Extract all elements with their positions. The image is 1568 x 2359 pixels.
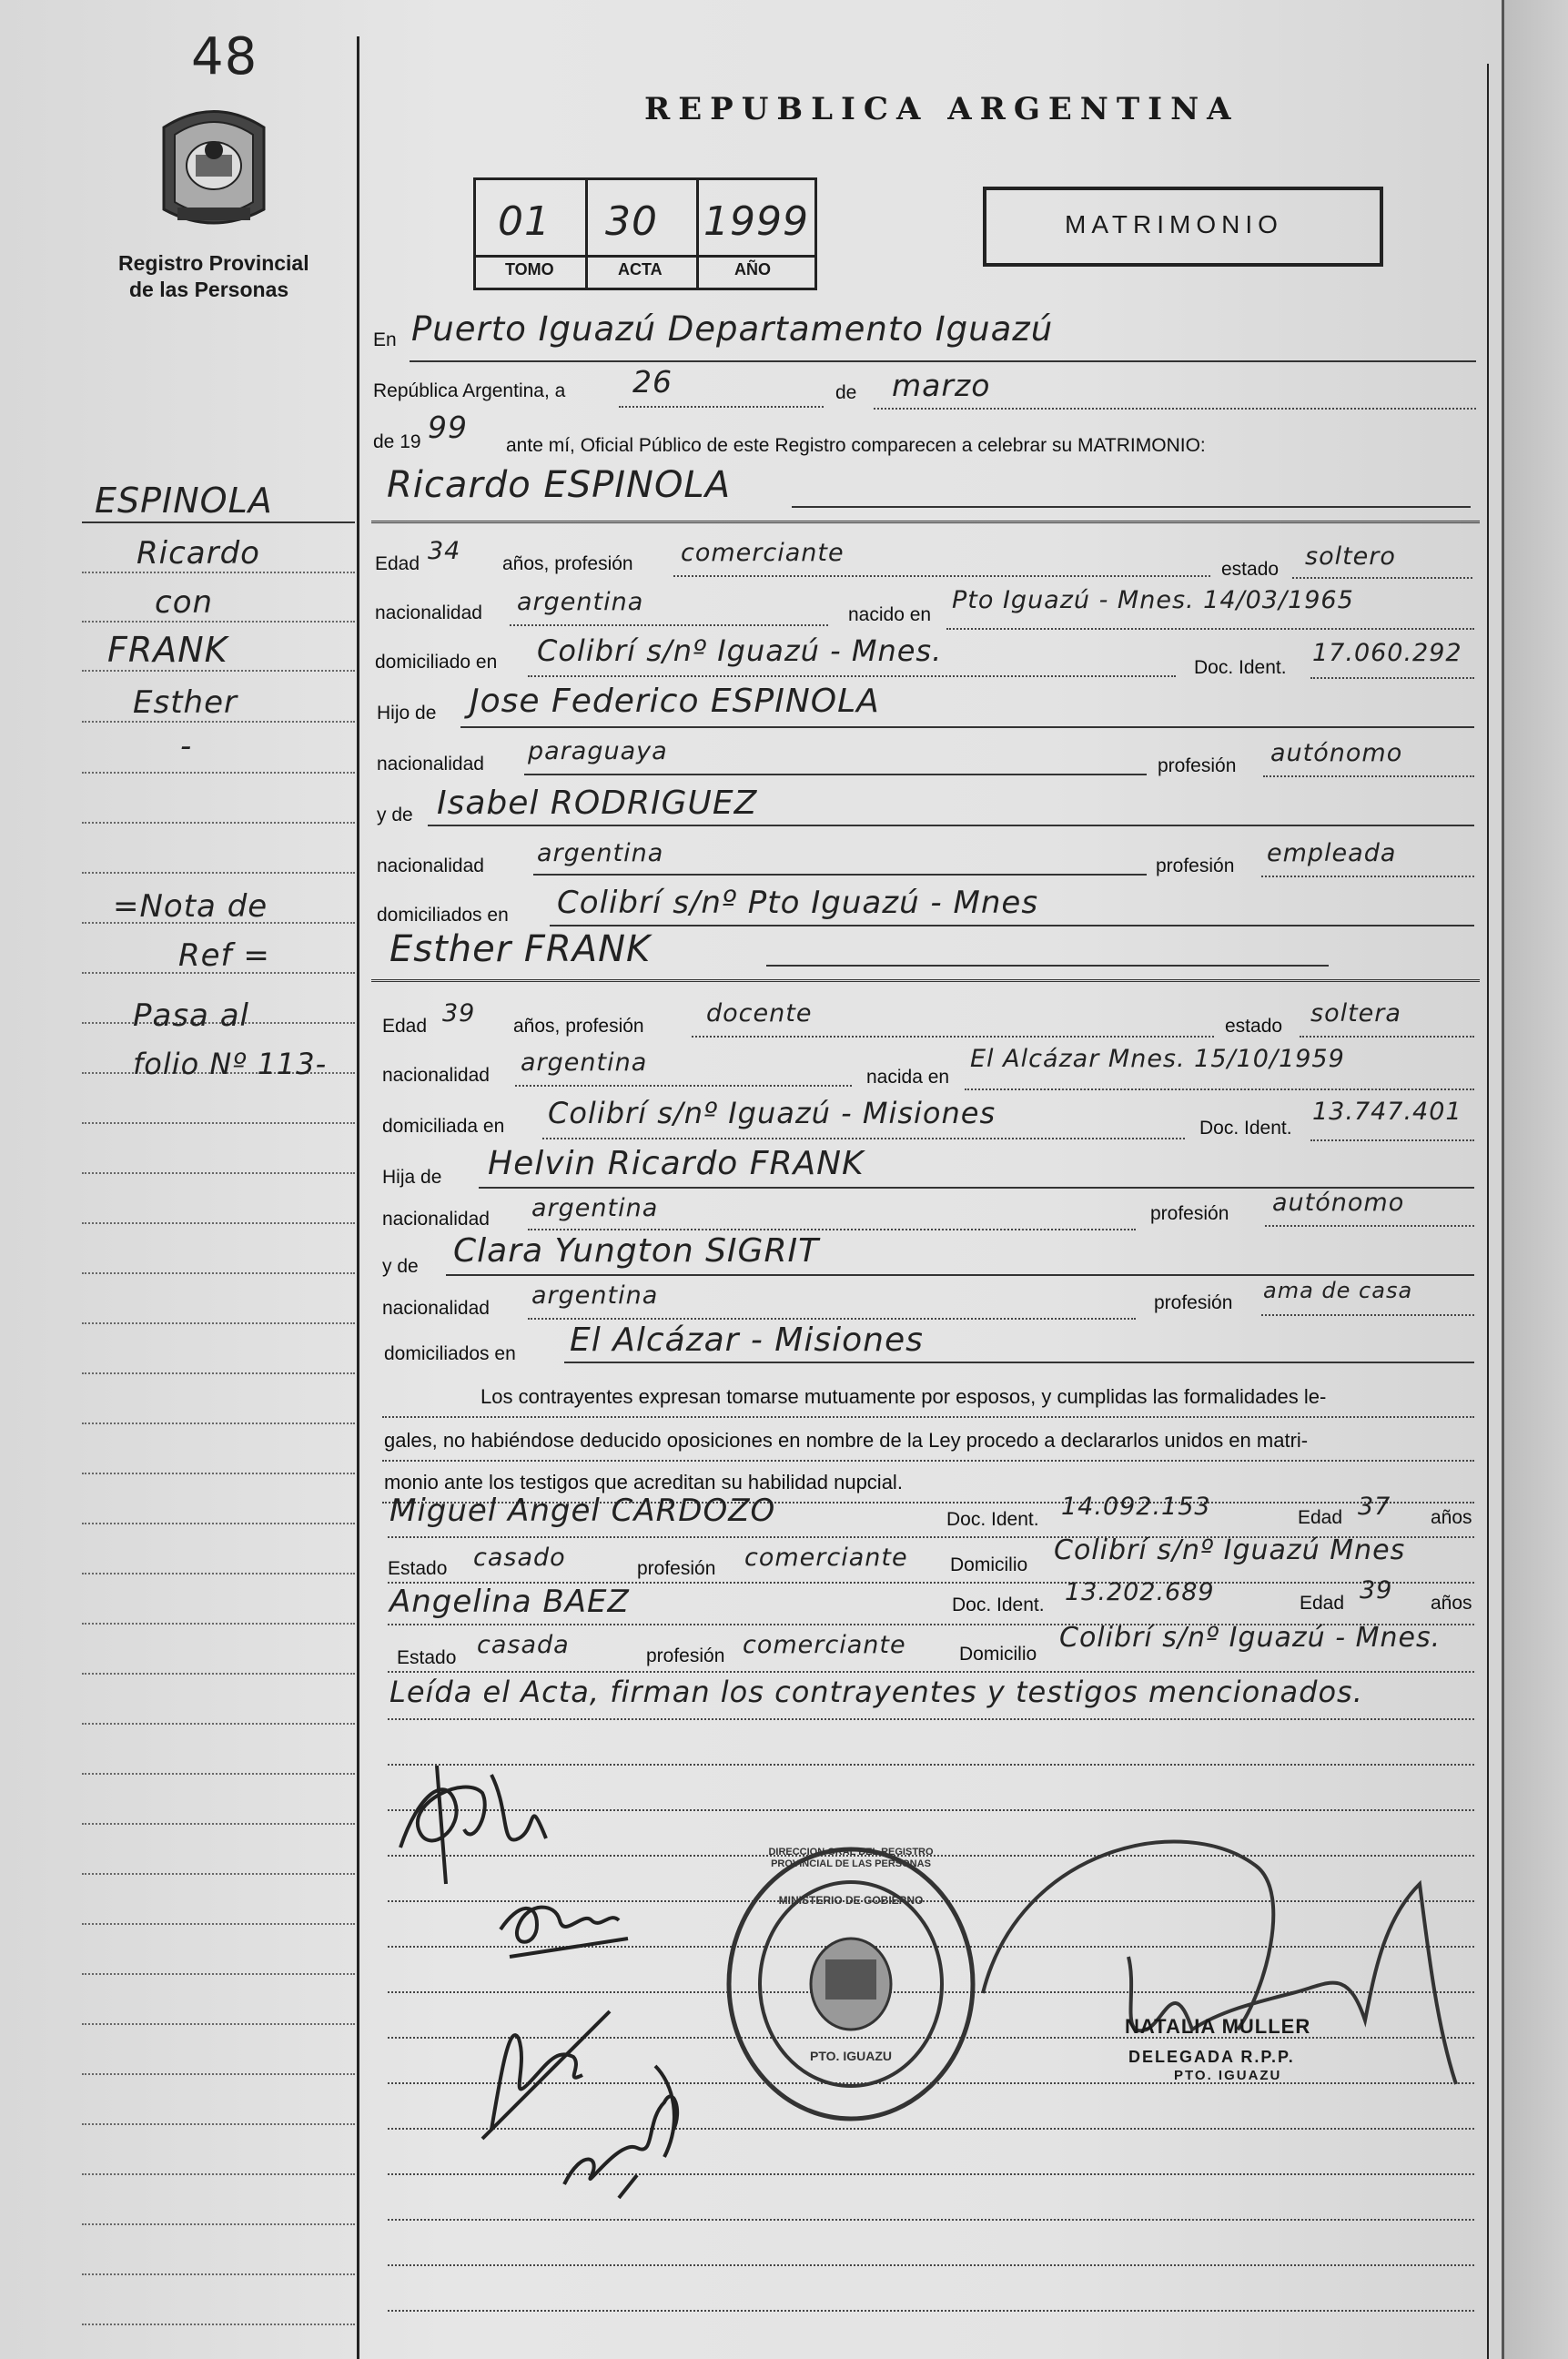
groom-father-prof: autónomo	[1270, 739, 1403, 767]
margin-con: con	[155, 584, 214, 621]
margin-rule	[82, 1573, 355, 1574]
bride-yde-label: y de	[382, 1256, 419, 1277]
margin-rule	[82, 1973, 355, 1975]
year: 99	[428, 410, 468, 445]
bride-doc: 13.747.401	[1312, 1098, 1462, 1126]
ruled-line	[388, 2219, 1474, 2221]
groom-name-line	[792, 506, 1471, 508]
margin-rule	[82, 1172, 355, 1174]
witness1-doc-label: Doc. Ident.	[946, 1509, 1039, 1530]
acta-label: ACTA	[618, 260, 663, 278]
margin-dash: -	[180, 728, 193, 764]
de-label: de	[835, 382, 857, 403]
margin-name-2: Esther	[133, 684, 238, 721]
bride-nacida: El Alcázar Mnes. 15/10/1959	[970, 1045, 1345, 1073]
groom-father-nac: paraguaya	[528, 737, 668, 765]
groom-estado-line	[1292, 577, 1472, 579]
bride-dom-line	[542, 1138, 1185, 1139]
bride-father-prof-line	[1265, 1225, 1474, 1227]
margin-surname-1: ESPINOLA	[95, 481, 273, 521]
groom-father-prof-line	[1263, 775, 1474, 777]
page-number: 48	[191, 27, 258, 86]
record-type-box	[983, 187, 1383, 267]
tomo-label: TOMO	[505, 260, 554, 278]
official-stamp	[723, 1843, 978, 2125]
margin-rule	[82, 1673, 355, 1675]
groom-prof-line	[673, 575, 1210, 577]
en-label: En	[373, 329, 397, 350]
bride-nacionalidad: argentina	[521, 1048, 648, 1077]
witness2-doc-label: Doc. Ident.	[952, 1595, 1045, 1615]
registry-name-2: de las Personas	[129, 278, 289, 301]
groom-father-line	[460, 726, 1474, 728]
bride-estado: soltera	[1310, 999, 1401, 1028]
witness2-edad: 39	[1360, 1576, 1393, 1605]
margin-rule	[82, 1473, 355, 1474]
acta-value: 30	[605, 198, 658, 245]
margin-rule	[82, 1523, 355, 1524]
groom-mother-nac: argentina	[537, 839, 664, 867]
groom-divider	[371, 521, 1480, 527]
bride-hija-label: Hija de	[382, 1167, 442, 1188]
day-line	[619, 406, 824, 408]
witness2-domicilio-label: Domicilio	[959, 1644, 1037, 1665]
groom-mother-prof-line	[1261, 876, 1474, 877]
stamp-bottom-text: PTO. IGUAZU	[810, 2049, 892, 2063]
groom-nac-line	[510, 624, 828, 626]
bride-nacionalidad-label: nacionalidad	[382, 1065, 490, 1086]
bride-estado-label: estado	[1225, 1016, 1283, 1037]
bride-father: Helvin Ricardo FRANK	[488, 1145, 865, 1182]
registry-name-1: Registro Provincial	[118, 251, 309, 275]
witness1-edad: 37	[1358, 1493, 1391, 1521]
groom-yde-label: y de	[377, 805, 413, 825]
bride-mother: Clara Yungton SIGRIT	[453, 1232, 820, 1270]
margin-rule	[82, 2324, 355, 2325]
margin-rule	[82, 1122, 355, 1124]
bride-nacida-line	[965, 1088, 1474, 1090]
groom-nacido-label: nacido en	[848, 604, 932, 625]
bride-mother-prof-line	[1261, 1314, 1474, 1316]
groom-mother-nac-label: nacionalidad	[377, 856, 484, 876]
margin-pasa-1: Pasa al	[133, 997, 249, 1034]
official-title: DELEGADA R.P.P.	[1128, 2048, 1295, 2066]
groom-mother-nac-line	[533, 874, 1147, 876]
month-line	[874, 408, 1476, 410]
witness2-profesion-label: profesión	[646, 1645, 725, 1666]
margin-rule	[82, 1372, 355, 1374]
bride-parents-dom-line	[564, 1362, 1474, 1363]
groom-parents-dom-line	[550, 925, 1474, 926]
witness1-domicilio: Colibrí s/nº Iguazú Mnes	[1054, 1534, 1406, 1566]
bride-edad: 39	[442, 999, 476, 1028]
bride-domicilio: Colibrí s/nº Iguazú - Misiones	[548, 1096, 996, 1130]
bride-name-line	[766, 965, 1329, 967]
witness2-domicilio: Colibrí s/nº Iguazú - Mnes.	[1059, 1622, 1442, 1654]
ruled-line	[388, 2310, 1474, 2312]
bride-doc-line	[1310, 1139, 1474, 1141]
margin-rule	[82, 1823, 355, 1825]
margin-rule	[82, 1623, 355, 1625]
margin-rule	[82, 1923, 355, 1925]
witness1-profesion: comerciante	[744, 1544, 908, 1572]
bride-mother-prof: ama de casa	[1263, 1278, 1413, 1303]
witness1-name: Miguel Angel CARDOZO	[389, 1493, 776, 1529]
declaration-rule	[382, 1460, 1474, 1462]
signature-witness-2	[546, 2048, 710, 2207]
groom-anos-profesion-label: años, profesión	[502, 553, 633, 574]
groom-estado-label: estado	[1221, 559, 1280, 580]
groom-nacionalidad: argentina	[517, 588, 644, 616]
tomo-value: 01	[498, 198, 551, 245]
witness2-estado: casada	[477, 1631, 570, 1659]
de19-label: de 19	[373, 431, 421, 452]
stamp-ring-text: DIRECCION GRAL DEL REGISTRO PROVINCIAL DE LAS PERSONAS	[768, 1847, 934, 1869]
right-border	[1487, 64, 1489, 2359]
groom-domicilio: Colibrí s/nº Iguazú - Mnes.	[537, 633, 943, 668]
bride-prof-line	[692, 1036, 1214, 1038]
groom-nacionalidad-label: nacionalidad	[375, 602, 482, 623]
bride-mother-nac-label: nacionalidad	[382, 1298, 490, 1319]
witness2-rule	[388, 1671, 1474, 1673]
bride-father-prof: autónomo	[1272, 1189, 1405, 1217]
margin-rule	[82, 1873, 355, 1875]
signature-bride	[491, 1884, 637, 1970]
ano-label: AÑO	[734, 260, 771, 278]
groom-domiciliados-label: domiciliados en	[377, 905, 509, 926]
groom-full-name: Ricardo ESPINOLA	[387, 464, 732, 506]
groom-edad-label: Edad	[375, 553, 420, 574]
bride-mother-line	[446, 1274, 1474, 1276]
groom-estado: soltero	[1305, 542, 1396, 571]
witness1-anos-label: años	[1431, 1507, 1472, 1528]
bride-edad-label: Edad	[382, 1016, 428, 1037]
margin-name-1: Ricardo	[137, 535, 260, 572]
bride-nac-line	[515, 1085, 852, 1087]
bride-domiciliados-label: domiciliados en	[384, 1343, 516, 1364]
ruled-line	[388, 2264, 1474, 2266]
groom-dom-line	[528, 675, 1176, 677]
record-type: MATRIMONIO	[1065, 210, 1283, 238]
witness1-doc: 14.092.153	[1061, 1493, 1211, 1521]
witness2-anos-label: años	[1431, 1593, 1472, 1614]
witness1-estado-label: Estado	[388, 1558, 448, 1579]
groom-doc-line	[1310, 677, 1474, 679]
groom-father-nac-line	[524, 774, 1147, 775]
margin-rule	[82, 572, 355, 573]
groom-doc-label: Doc. Ident.	[1194, 657, 1287, 678]
bride-mother-prof-label: profesión	[1154, 1292, 1233, 1313]
month: marzo	[892, 368, 991, 403]
groom-father-nac-label: nacionalidad	[377, 754, 484, 775]
comparecen-text: ante mí, Oficial Público de este Registro comparecen a celebrar su MATRIMONIO:	[506, 435, 1206, 456]
bride-mother-nac: argentina	[531, 1281, 659, 1310]
bride-full-name: Esther FRANK	[389, 928, 652, 970]
margin-rule	[82, 1723, 355, 1725]
margin-rule	[82, 1322, 355, 1324]
declaration-line-1: Los contrayentes expresan tomarse mutuamente por esposos, y cumplidas las formalidades le-	[481, 1385, 1327, 1408]
witness2-name: Angelina BAEZ	[389, 1584, 630, 1620]
witness2-profesion: comerciante	[743, 1631, 906, 1659]
declaration-line-2: gales, no habiéndose deducido oposiciones en nombre de la Ley procedo a declararlos unidos en matri-	[384, 1429, 1309, 1452]
witness2-edad-label: Edad	[1300, 1593, 1345, 1614]
closing-text: Leída el Acta, firman los contrayentes y testigos mencionados.	[389, 1675, 1363, 1709]
day: 26	[632, 364, 673, 400]
official-location: PTO. IGUAZU	[1174, 2068, 1282, 2083]
groom-hijo-label: Hijo de	[377, 703, 437, 724]
bride-doc-label: Doc. Ident.	[1199, 1118, 1292, 1139]
margin-rule	[82, 1773, 355, 1775]
margin-rule	[82, 2273, 355, 2275]
groom-parents-dom: Colibrí s/nº Pto Iguazú - Mnes	[557, 885, 1039, 921]
margin-rule	[82, 2173, 355, 2175]
margin-rule	[82, 872, 355, 874]
bride-father-prof-label: profesión	[1150, 1203, 1229, 1224]
signature-groom	[382, 1738, 564, 1898]
book-edge	[1502, 0, 1568, 2359]
margin-rule	[82, 1272, 355, 1274]
margin-rule	[82, 521, 355, 523]
margin-rule	[82, 772, 355, 774]
groom-mother-prof-label: profesión	[1156, 856, 1235, 876]
margin-rule	[82, 721, 355, 723]
margin-rule	[82, 1222, 355, 1224]
groom-mother: Isabel RODRIGUEZ	[437, 785, 758, 822]
bride-father-nac-line	[528, 1229, 1136, 1230]
margin-surname-2: FRANK	[107, 630, 228, 670]
witness2-estado-label: Estado	[397, 1647, 457, 1668]
place-line	[410, 360, 1476, 362]
bride-domiciliada-label: domiciliada en	[382, 1116, 505, 1137]
groom-profesion: comerciante	[681, 539, 845, 567]
declaration-rule	[382, 1416, 1474, 1418]
bride-profesion: docente	[706, 999, 813, 1028]
groom-mother-line	[428, 825, 1474, 826]
bride-mother-nac-line	[528, 1318, 1136, 1320]
witness2-doc: 13.202.689	[1065, 1578, 1215, 1606]
margin-rule	[82, 2123, 355, 2125]
margin-pasa-2: folio Nº 113-	[133, 1047, 328, 1081]
margin-rule	[82, 1422, 355, 1424]
groom-father: Jose Federico ESPINOLA	[470, 683, 880, 720]
witness1-estado: casado	[473, 1544, 566, 1572]
margin-rule	[82, 2023, 355, 2025]
witness1-domicilio-label: Domicilio	[950, 1554, 1028, 1575]
groom-father-prof-label: profesión	[1158, 755, 1237, 776]
groom-doc: 17.060.292	[1312, 639, 1462, 667]
bride-anos-profesion-label: años, profesión	[513, 1016, 644, 1037]
margin-rule	[82, 2073, 355, 2075]
margin-nota-2: Ref =	[178, 937, 270, 974]
republica-label: República Argentina, a	[373, 380, 566, 401]
groom-nacido: Pto Iguazú - Mnes. 14/03/1965	[952, 586, 1354, 614]
margin-nota-1: =Nota de	[113, 888, 268, 925]
provincial-seal	[155, 100, 273, 237]
witness1-edad-label: Edad	[1298, 1507, 1343, 1528]
bride-divider	[371, 979, 1480, 986]
official-name: NATALIA MULLER	[1125, 2015, 1311, 2038]
declaration-line-3: monio ante los testigos que acreditan su habilidad nupcial.	[384, 1471, 903, 1493]
bride-estado-line	[1300, 1036, 1474, 1038]
ano-value: 1999	[703, 198, 809, 245]
bride-parents-dom: El Alcázar - Misiones	[570, 1321, 924, 1359]
bride-father-nac-label: nacionalidad	[382, 1209, 490, 1230]
ruled-line	[388, 1718, 1474, 1720]
bride-father-nac: argentina	[531, 1194, 659, 1222]
margin-rule	[82, 2223, 355, 2225]
record-number-box	[473, 177, 817, 290]
margin-rule	[82, 621, 355, 623]
witness1-profesion-label: profesión	[637, 1558, 716, 1579]
groom-nacido-line	[946, 628, 1474, 630]
margin-rule	[82, 822, 355, 824]
country-title: REPUBLICA ARGENTINA	[644, 91, 1239, 127]
margin-rule	[82, 670, 355, 672]
groom-mother-prof: empleada	[1267, 839, 1397, 867]
bride-nacida-label: nacida en	[866, 1067, 950, 1088]
margin-divider	[357, 36, 359, 2359]
groom-domiciliado-label: domiciliado en	[375, 652, 498, 673]
place: Puerto Iguazú Departamento Iguazú	[411, 309, 1054, 349]
stamp-inner-text: MINISTERIO DE GOBIERNO	[778, 1894, 924, 1907]
groom-edad: 34	[428, 537, 461, 565]
